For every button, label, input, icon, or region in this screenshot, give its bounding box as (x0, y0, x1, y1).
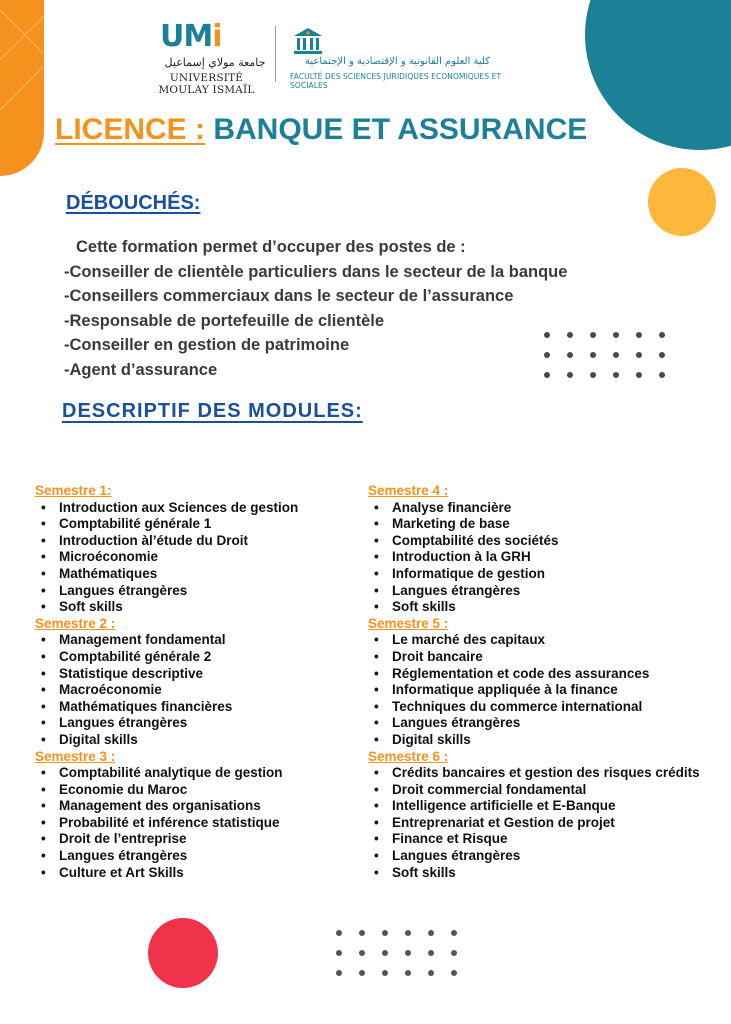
debouches-item: -Conseiller en gestion de patrimoine (64, 336, 350, 354)
module-item: • Crédits bancaires et gestion des risques crédits (368, 765, 718, 782)
semester-label: Semestre 3 : (35, 748, 116, 764)
module-item: • Soft skills (35, 599, 340, 616)
module-item: • Intelligence artificielle et E-Banque (368, 798, 718, 815)
title-licence: LICENCE : (55, 113, 205, 146)
semester-5-list (368, 632, 718, 748)
module-item: • Analyse financière (368, 500, 718, 517)
debouches-list (64, 235, 567, 382)
orange-corner-lines (0, 0, 44, 176)
module-item: • Economie du Maroc (35, 782, 340, 799)
semester-2-list (35, 632, 340, 748)
umi-french-name: UNIVERSITÉ MOULAY ISMAÏL (158, 72, 255, 96)
module-item: • Langues étrangères (35, 715, 340, 732)
module-item: • Entreprenariat et Gestion de projet (368, 815, 718, 832)
module-item: • Techniques du commerce international (368, 699, 718, 716)
module-item: • Macroéconomie (35, 682, 340, 699)
module-item: • Langues étrangères (368, 715, 718, 732)
module-item: • Introduction aux Sciences de gestion (35, 500, 340, 517)
semester-label: Semestre 5 : (368, 615, 449, 631)
page-title (55, 113, 587, 147)
modules-column-right (368, 483, 718, 881)
umi-logo (158, 19, 270, 96)
module-item: • Mathématiques financières (35, 699, 340, 716)
module-item: • Statistique descriptive (35, 666, 340, 683)
umi-logo-mark: UMi (160, 19, 222, 54)
module-item: • Langues étrangères (35, 583, 340, 600)
module-item: • Droit de l’entreprise (35, 831, 340, 848)
module-item: • Informatique appliquée à la finance (368, 682, 718, 699)
modules-heading: DESCRIPTIF DES MODULES: (62, 400, 363, 422)
semester-label: Semestre 4 : (368, 483, 449, 498)
debouches-intro: Cette formation permet d’occuper des postes de : (76, 238, 466, 256)
dot-grid-decoration-bottom (336, 930, 474, 976)
faculty-building-icon (291, 26, 325, 56)
module-item: • Droit commercial fondamental (368, 782, 718, 799)
semester-label: Semestre 2 : (35, 615, 116, 631)
faculty-french-name: FACULTÉ DES SCIENCES JURIDIQUES ECONOMIQUES ET SOCIALES (290, 72, 502, 90)
module-item: • Réglementation et code des assurances (368, 666, 718, 683)
modules-column-left (35, 483, 340, 881)
module-item: • Langues étrangères (368, 583, 718, 600)
module-item: • Comptabilité analytique de gestion (35, 765, 340, 782)
module-item: • Le marché des capitaux (368, 632, 718, 649)
semester-3-list (35, 765, 340, 881)
yellow-circle-decoration (648, 168, 716, 236)
umi-arabic-name: جامعة مولاي إسماعيل (164, 56, 266, 69)
module-item: • Informatique de gestion (368, 566, 718, 583)
module-item: • Mathématiques (35, 566, 340, 583)
module-item: • Comptabilité des sociétés (368, 533, 718, 550)
module-item: • Comptabilité générale 1 (35, 516, 340, 533)
module-item: • Management fondamental (35, 632, 340, 649)
semester-label: Semestre 6 : (368, 748, 449, 764)
semester-label: Semestre 1: (35, 483, 112, 498)
module-item: • Soft skills (368, 599, 718, 616)
title-program: BANQUE ET ASSURANCE (213, 113, 588, 146)
debouches-item: -Responsable de portefeuille de clientèle (64, 311, 385, 330)
debouches-item: -Conseiller de clientèle particuliers dans le secteur de la banque (64, 262, 568, 281)
semester-4-list (368, 500, 718, 616)
module-item: • Finance et Risque (368, 831, 718, 848)
module-item: • Probabilité et inférence statistique (35, 815, 340, 832)
semester-1-list (35, 500, 340, 616)
teal-circle-decoration (585, 0, 731, 150)
module-item: • Digital skills (368, 732, 718, 749)
logo-divider (275, 26, 276, 82)
debouches-heading: DÉBOUCHÉS: (66, 192, 201, 214)
module-item: • Comptabilité générale 2 (35, 649, 340, 666)
module-item: • Langues étrangères (35, 848, 340, 865)
debouches-item: -Conseillers commerciaux dans le secteur de l’assurance (64, 287, 514, 305)
module-item: • Marketing de base (368, 516, 718, 533)
red-circle-decoration (148, 918, 218, 988)
module-item: • Digital skills (35, 732, 340, 749)
module-item: • Culture et Art Skills (35, 865, 340, 882)
faculty-arabic-name: كلية العلوم القانونية و الإقتصادية و الإجتماعية (305, 56, 490, 67)
module-item: • Langues étrangères (368, 848, 718, 865)
module-item: • Management des organisations (35, 798, 340, 815)
module-item: • Microéconomie (35, 549, 340, 566)
module-item: • Introduction àl’étude du Droit (35, 533, 340, 550)
debouches-item: -Agent d’assurance (64, 360, 218, 379)
module-item: • Droit bancaire (368, 649, 718, 666)
module-item: • Introduction à la GRH (368, 549, 718, 566)
module-item: • Soft skills (368, 865, 718, 882)
semester-6-list (368, 765, 718, 881)
